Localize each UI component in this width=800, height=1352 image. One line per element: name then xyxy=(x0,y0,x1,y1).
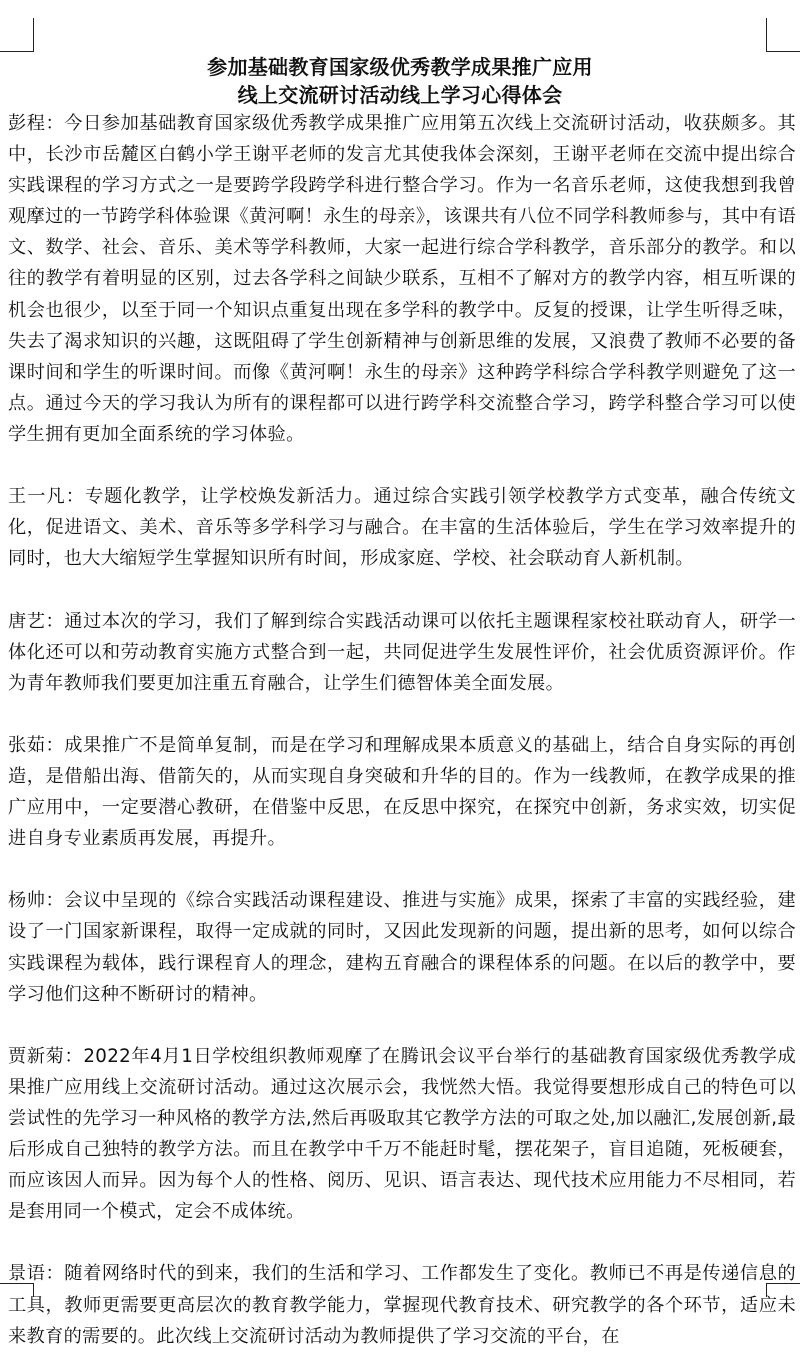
paragraph-tang-yi: 唐艺：通过本次的学习，我们了解到综合实践活动课可以依托主题课程家校社联动育人，研学一体化还可以和劳动教育实施方式整合到一起，共同促进学生发展性评价，社会优质资源评价。作为青年教师我们要更加注重五育融合，让学生们德智体美全面发展。 xyxy=(8,610,796,694)
paragraph-jing-yu: 景语：随着网络时代的到来，我们的生活和学习、工作都发生了变化。教师已不再是传递信息的工具，教师更需要更高层次的教育教学能力，掌握现代教育技术、研究教学的各个环节，适应未来教育的需要的。此次线上交流研讨活动为教师提供了学习交流的平台，在 xyxy=(8,1263,796,1347)
paragraph-zhang-ru: 张茹：成果推广不是简单复制，而是在学习和理解成果本质意义的基础上，结合自身实际的再创造，是借船出海、借箭矢的，从而实现自身突破和升华的目的。作为一线教师，在教学成果的推广应用中，一定要潜心教研，在借鉴中反思，在反思中探究，在探究中创新，务求实效，切实促进自身专业素质再发展，再提升。 xyxy=(8,734,796,850)
document-title-line-1: 参加基础教育国家级优秀教学成果推广应用 xyxy=(207,55,593,79)
document-title-line-2: 线上交流研讨活动线上学习心得体会 xyxy=(237,83,563,107)
paragraph-wang-yifan: 王一凡：专题化教学，让学校焕发新活力。通过综合实践引领学校教学方式变革，融合传统文化，促进语文、美术、音乐等多学科学习与融合。在丰富的生活体验后，学生在学习效率提升的同时，也大大缩短学生掌握知识所有时间，形成家庭、学校、社会联动育人新机制。 xyxy=(8,486,796,570)
crop-mark-top-left-h xyxy=(0,51,34,52)
crop-mark-top-right-h xyxy=(766,51,800,52)
paragraph-yang-shuai: 杨帅：会议中呈现的《综合实践活动课程建设、推进与实施》成果，探索了丰富的实践经验，建设了一门国家新课程，取得一定成就的同时，又因此发现新的问题，提出新的思考，如何以综合实践课程为载体，践行课程育人的理念，建构五育融合的课程体系的问题。在以后的教学中，要学习他们这种不断研讨的精神。 xyxy=(8,890,796,1005)
paragraph-peng-cheng: 彭程：今日参加基础教育国家级优秀教学成果推广应用第五次线上交流研讨活动，收获颇多。其中，长沙市岳麓区白鹤小学王谢平老师的发言尤其使我体会深刻，王谢平老师在交流中提出综合实践课程的学习方式之一是要跨学段跨学科进行整合学习。作为一名音乐老师，这使我想到我曾观摩过的一节跨学科体验课《黄河啊！永生的母亲》，该课共有八位不同学科教师参与，其中有语文、数学、社会、音乐、美术等学科教师，大家一起进行综合学科教学，音乐部分的教学。和以往的教学有着明显的区别，过去各学科之间缺少联系，互相不了解对方的教学内容，相互听课的机会也很少，以至于同一个知识点重复出现在多学科的教学中。反复的授课，让学生听得乏味，失去了渴求知识的兴趣，这既阻碍了学生创新精神与创新思维的发展，又浪费了教师不必要的备课时间和学生的听课时间。而像《黄河啊！永生的母亲》这种跨学科综合学科教学则避免了这一点。通过今天的学习我认为所有的课程都可以进行跨学科交流整合学习，跨学科整合学习可以使学生拥有更加全面系统的学习体验。 xyxy=(8,113,797,445)
document-body xyxy=(8,108,796,1352)
paragraph-jia-xinju: 贾新菊：2022年4月1日学校组织教师观摩了在腾讯会议平台举行的基础教育国家级优秀教学成果推广应用线上交流研讨活动。通过这次展示会，我恍然大悟。我觉得要想形成自己的特色可以尝试性的先学习一种风格的教学方法,然后再吸取其它教学方法的可取之处,加以融汇,发展创新,最后形成自己独特的教学方法。而且在教学中千万不能赶时髦，摆花架子，盲目追随，死板硬套，而应该因人而异。因为每个人的性格、阅历、见识、语言表达、现代技术应用能力不尽相同，若是套用同一个模式，定会不成体统。 xyxy=(8,1045,796,1223)
crop-mark-top-right-v xyxy=(766,18,767,52)
crop-mark-top-left-v xyxy=(33,18,34,52)
